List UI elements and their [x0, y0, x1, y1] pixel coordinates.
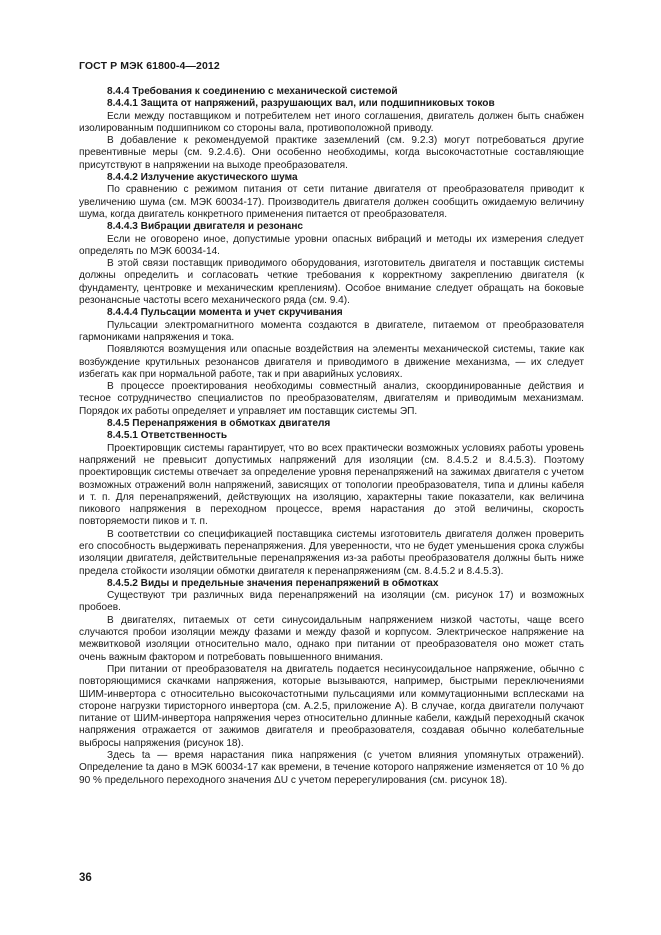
paragraph: В добавление к рекомендуемой практике заземлений (см. 9.2.3) могут потребоваться другие превентивные меры (см. 9.2.4.6). Они особенно необходимы, когда высокочастотные составляющие присутствуют в напряжении на выходе преобразователя. — [79, 135, 584, 171]
section-heading: 8.4.4.4 Пульсации момента и учет скручивания — [107, 307, 343, 319]
document-body — [79, 86, 584, 787]
section-heading: 8.4.4.1 Защита от напряжений, разрушающих вал, или подшипниковых токов — [107, 98, 495, 110]
paragraph: В двигателях, питаемых от сети синусоидальным напряжением низкой частоты, чаще всего случаются пробои изоляции между фазами и между фазой и корпусом. Электрическое напряжение на межвитковой изоляции относительно мало, однако при питании от преобразователя оно может стать очень важным фактором и потребовать повышенного внимания. — [79, 614, 584, 663]
page-number: 36 — [79, 872, 92, 884]
section-heading: 8.4.5 Перенапряжения в обмотках двигателя — [107, 418, 331, 430]
paragraph: Существуют три различных вида перенапряжений на изоляции (см. рисунок 17) и возможных пробоев. — [79, 590, 584, 614]
section-heading: 8.4.4.2 Излучение акустического шума — [107, 172, 298, 184]
section-heading: 8.4.4.3 Вибрации двигателя и резонанс — [107, 221, 304, 233]
paragraph: Проектировщик системы гарантирует, что во всех практически возможных условиях работы уровень напряжений не превысит допустимых напряжений для изоляции (см. 8.4.5.2 и 8.4.5.3). Поэтому проектировщик системы отвечает за определение уровня перенапряжений на зажимах двигателя с учетом возможных отражений волн напряжений, зависящих от топологии преобразователя, типа и длины кабеля и т. п. Для перенапряжений, действующих на изоляцию, характерны такие показатели, как величина пикового напряжения в переходном процессе, время нарастания до этой величины, скорость повторяемости пиков и т. п. — [79, 442, 584, 528]
document-header: ГОСТ Р МЭК 61800-4—2012 — [79, 60, 220, 72]
paragraph: В соответствии со спецификацией поставщика системы изготовитель двигателя должен проверить его способность выдерживать перенапряжения. Для уверенности, что не будет уменьшения срока службы изоляции двигателя, действительные перенапряжения из-за работы преобразователя должны быть ниже предела стойкости изоляции обмотки двигателя к перенапряжениям (см. 8.4.5.2 и 8.4.5.3). — [79, 528, 584, 577]
paragraph: По сравнению с режимом питания от сети питание двигателя от преобразователя приводит к увеличению шума (см. МЭК 60034-17). Производитель двигателя должен сообщить ожидаемую величину шума, когда двигатель конкретного применения питается от преобразователя. — [79, 184, 584, 220]
paragraph: Здесь tа — время нарастания пика напряжения (с учетом влияния упомянутых отражений). Определение tа дано в МЭК 60034-17 как времени, в течение которого напряжение изменяется от 10 % до 90 % предельного переходного значения ΔU с учетом перерегулирования (см. рисунок 18). — [79, 750, 584, 786]
section-heading: 8.4.4 Требования к соединению с механической системой — [107, 86, 398, 97]
section-heading: 8.4.5.1 Ответственность — [107, 430, 228, 442]
paragraph: Если между поставщиком и потребителем нет иного соглашения, двигатель должен быть снабжен изолированным подшипником со стороны вала, противоположной приводу. — [79, 110, 584, 134]
paragraph: Появляются возмущения или опасные воздействия на элементы механической системы, такие как возбуждение крутильных резонансов двигателя и приводимого в движение механизма, — их следует избегать как при нормальной работе, так и при аварийных условиях. — [79, 344, 584, 380]
paragraph: При питании от преобразователя на двигатель подается несинусоидальное напряжение, обычно с повторяющимися скачками напряжения, которые вызываются, например, быстрыми переключениями ШИМ-инвертора с относительно высокочастотными пульсациями или коммутационными всплесками на стороне нагрузки тиристорного инвертора (см. А.2.5, приложение А). В случае, когда двигатели получают питание от ШИМ-инвертора напряжения через относительно длинные кабели, каждый переходный скачок напряжения отражается от зажимов двигателя и преобразователя, создавая обычно колебательные выбросы напряжения (рисунок 18). — [79, 663, 584, 749]
paragraph: Пульсации электромагнитного момента создаются в двигателе, питаемом от преобразователя гармониками напряжения и тока. — [79, 319, 584, 343]
paragraph: В этой связи поставщик приводимого оборудования, изготовитель двигателя и поставщик системы должны определить и согласовать четкие требования к корректному закреплению двигателя (к фундаменту, центровке и механическим креплениям). Особое внимание следует обращать на боковые резонансные частоты всего механического ряда (см. 9.4). — [79, 258, 584, 307]
section-heading: 8.4.5.2 Виды и предельные значения перенапряжений в обмотках — [107, 577, 439, 589]
paragraph: В процессе проектирования необходимы совместный анализ, скоординированные действия и тесное сотрудничество специалистов по преобразователям, двигателям и приводимым механизмам. Порядок их работы определяет и управляет им поставщик системы ЭП. — [79, 381, 584, 417]
paragraph: Если не оговорено иное, допустимые уровни опасных вибраций и методы их измерения следует определять по МЭК 60034-14. — [79, 233, 584, 257]
